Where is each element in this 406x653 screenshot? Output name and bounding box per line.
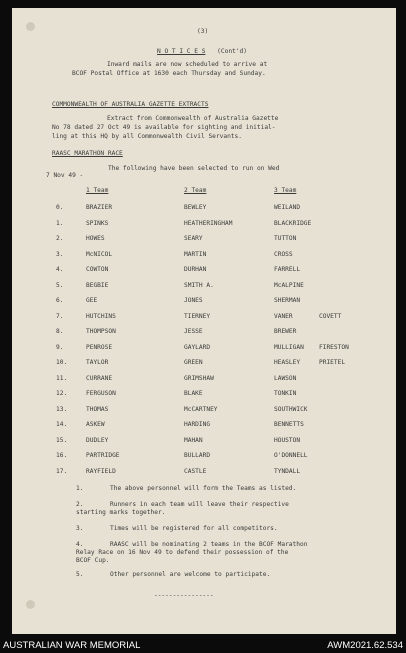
team-3-name: CROSS xyxy=(274,251,293,258)
team-2-name: BLAKE xyxy=(184,390,203,397)
row-number: 3. xyxy=(56,251,64,258)
team-3-name: FARRELL xyxy=(274,266,301,273)
team-1-name: SPINKS xyxy=(86,220,109,227)
footer-source: AUSTRALIAN WAR MEMORIAL xyxy=(3,640,141,651)
note-text: Other personnel are welcome to participate. xyxy=(110,571,271,578)
page-number: (3) xyxy=(197,28,209,35)
row-number: 4. xyxy=(56,266,64,273)
team-2-name: HARDING xyxy=(184,421,211,428)
team-2-name: TIERNEY xyxy=(184,313,211,320)
note-number: 5. xyxy=(76,571,84,578)
team-3-name: BENNETTS xyxy=(274,421,304,428)
punch-hole xyxy=(26,22,35,31)
row-number: 11. xyxy=(56,375,68,382)
row-number: 10. xyxy=(56,359,68,366)
row-number: 0. xyxy=(56,204,64,211)
team-3-name: BREWER xyxy=(274,328,297,335)
row-number: 17. xyxy=(56,468,68,475)
team-1-name: BEGBIE xyxy=(86,282,109,289)
team-1-name: THOMPSON xyxy=(86,328,116,335)
team-3-name: TONKIN xyxy=(274,390,297,397)
team-1-name: HUTCHINS xyxy=(86,313,116,320)
notices-title: N O T I C E S xyxy=(157,48,206,55)
team-1-name: THOMAS xyxy=(86,406,109,413)
team-2-name: JONES xyxy=(184,297,203,304)
team-2-name: SMITH A. xyxy=(184,282,214,289)
row-number: 13. xyxy=(56,406,68,413)
gazette-line: No 78 dated 27 Oct 49 is available for sighting and initial- xyxy=(52,124,276,131)
team-1-name: HOWES xyxy=(86,235,105,242)
team-2-name: BEWLEY xyxy=(184,204,207,211)
team-3-name: TUTTON xyxy=(274,235,297,242)
team-2-name: JESSE xyxy=(184,328,203,335)
row-number: 15. xyxy=(56,437,68,444)
team-3-name: HEASLEY xyxy=(274,359,301,366)
team-1-name: CURRANE xyxy=(86,375,113,382)
team-1-name: PARTRIDGE xyxy=(86,452,120,459)
notices-title-suffix: (Cont'd) xyxy=(217,48,247,55)
team-1-name: FERGUSON xyxy=(86,390,116,397)
team-3-name: McALPINE xyxy=(274,282,304,289)
team-2-name: DURHAN xyxy=(184,266,207,273)
note-text: Relay Race on 16 Nov 49 to defend their possession of the xyxy=(76,549,289,556)
team-3-header: 3 Team xyxy=(274,187,297,194)
notices-heading xyxy=(157,49,247,55)
row-number: 5. xyxy=(56,282,64,289)
team-3-name: SOUTHWICK xyxy=(274,406,308,413)
punch-hole xyxy=(26,600,35,609)
footer-bar xyxy=(0,636,406,653)
team-3-name: SHERMAN xyxy=(274,297,301,304)
separator: ---------------- xyxy=(154,592,214,599)
team-2-name: CASTLE xyxy=(184,468,207,475)
note-text: RAASC will be nominating 2 teams in the BCOF Marathon xyxy=(110,541,308,548)
row-number: 7. xyxy=(56,313,64,320)
row-number: 8. xyxy=(56,328,64,335)
row-number: 6. xyxy=(56,297,64,304)
team-2-name: McCARTNEY xyxy=(184,406,218,413)
team-3-name: HOUSTON xyxy=(274,437,301,444)
team-1-name: DUDLEY xyxy=(86,437,109,444)
reserve-name: PRIETEL xyxy=(319,359,346,366)
row-number: 12. xyxy=(56,390,68,397)
row-number: 16. xyxy=(56,452,68,459)
row-number: 1. xyxy=(56,220,64,227)
team-3-name: LAWSON xyxy=(274,375,297,382)
team-1-name: BRAZIER xyxy=(86,204,113,211)
team-1-name: ASKEW xyxy=(86,421,105,428)
note-text: starting marks together. xyxy=(76,509,166,516)
note-text: BCOF Cup. xyxy=(76,557,110,564)
note-number: 1. xyxy=(76,485,84,492)
footer-accession-number: AWM2021.62.534 xyxy=(327,640,403,651)
team-2-header: 2 Team xyxy=(184,187,207,194)
note-number: 4. xyxy=(76,541,84,548)
marathon-date: 7 Nov 49 - xyxy=(46,172,84,179)
team-2-name: GRIMSHAW xyxy=(184,375,214,382)
reserve-name: FIRESTON xyxy=(319,344,349,351)
team-2-name: SEARY xyxy=(184,235,203,242)
team-1-name: McNICOL xyxy=(86,251,113,258)
team-1-name: GEE xyxy=(86,297,98,304)
team-1-name: TAYLOR xyxy=(86,359,109,366)
team-3-name: MULLIGAN xyxy=(274,344,304,351)
reserve-name: COVETT xyxy=(319,313,342,320)
marathon-heading: RAASC MARATHON RACE xyxy=(52,150,123,157)
team-3-name: BLACKRIDGE xyxy=(274,220,312,227)
team-1-header: 1 Team xyxy=(86,187,109,194)
gazette-heading: COMMONWEALTH OF AUSTRALIA GAZETTE EXTRACTS xyxy=(52,101,209,108)
team-3-name: WEILAND xyxy=(274,204,301,211)
team-2-name: MARTIN xyxy=(184,251,207,258)
team-3-name: O'DONNELL xyxy=(274,452,308,459)
marathon-intro: The following have been selected to run on Wed xyxy=(108,165,280,172)
intro-line: BCOF Postal Office at 1630 each Thursday and Sunday. xyxy=(72,70,266,77)
row-number: 2. xyxy=(56,235,64,242)
gazette-line: ling at this HQ by all Commonwealth Civil Servants. xyxy=(52,133,242,140)
team-3-name: TYNDALL xyxy=(274,468,301,475)
note-number: 3. xyxy=(76,525,84,532)
team-2-name: MAHAN xyxy=(184,437,203,444)
gazette-line: Extract from Commonwealth of Australia Gazette xyxy=(107,115,279,122)
document-page xyxy=(12,8,396,634)
note-text: Times will be registered for all competitors. xyxy=(110,525,278,532)
row-number: 9. xyxy=(56,344,64,351)
team-3-name: VANER xyxy=(274,313,293,320)
team-2-name: GAYLARD xyxy=(184,344,211,351)
team-2-name: HEATHERINGHAM xyxy=(184,220,233,227)
row-number: 14. xyxy=(56,421,68,428)
team-1-name: COWTON xyxy=(86,266,109,273)
team-1-name: PENROSE xyxy=(86,344,113,351)
team-1-name: RAYFIELD xyxy=(86,468,116,475)
team-2-name: GREEN xyxy=(184,359,203,366)
team-2-name: BULLARD xyxy=(184,452,211,459)
note-number: 2. xyxy=(76,501,84,508)
intro-line: Inward mails are now scheduled to arrive at xyxy=(107,61,268,68)
note-text: Runners in each team will leave their respective xyxy=(110,501,289,508)
note-text: The above personnel will form the Teams as listed. xyxy=(110,485,297,492)
